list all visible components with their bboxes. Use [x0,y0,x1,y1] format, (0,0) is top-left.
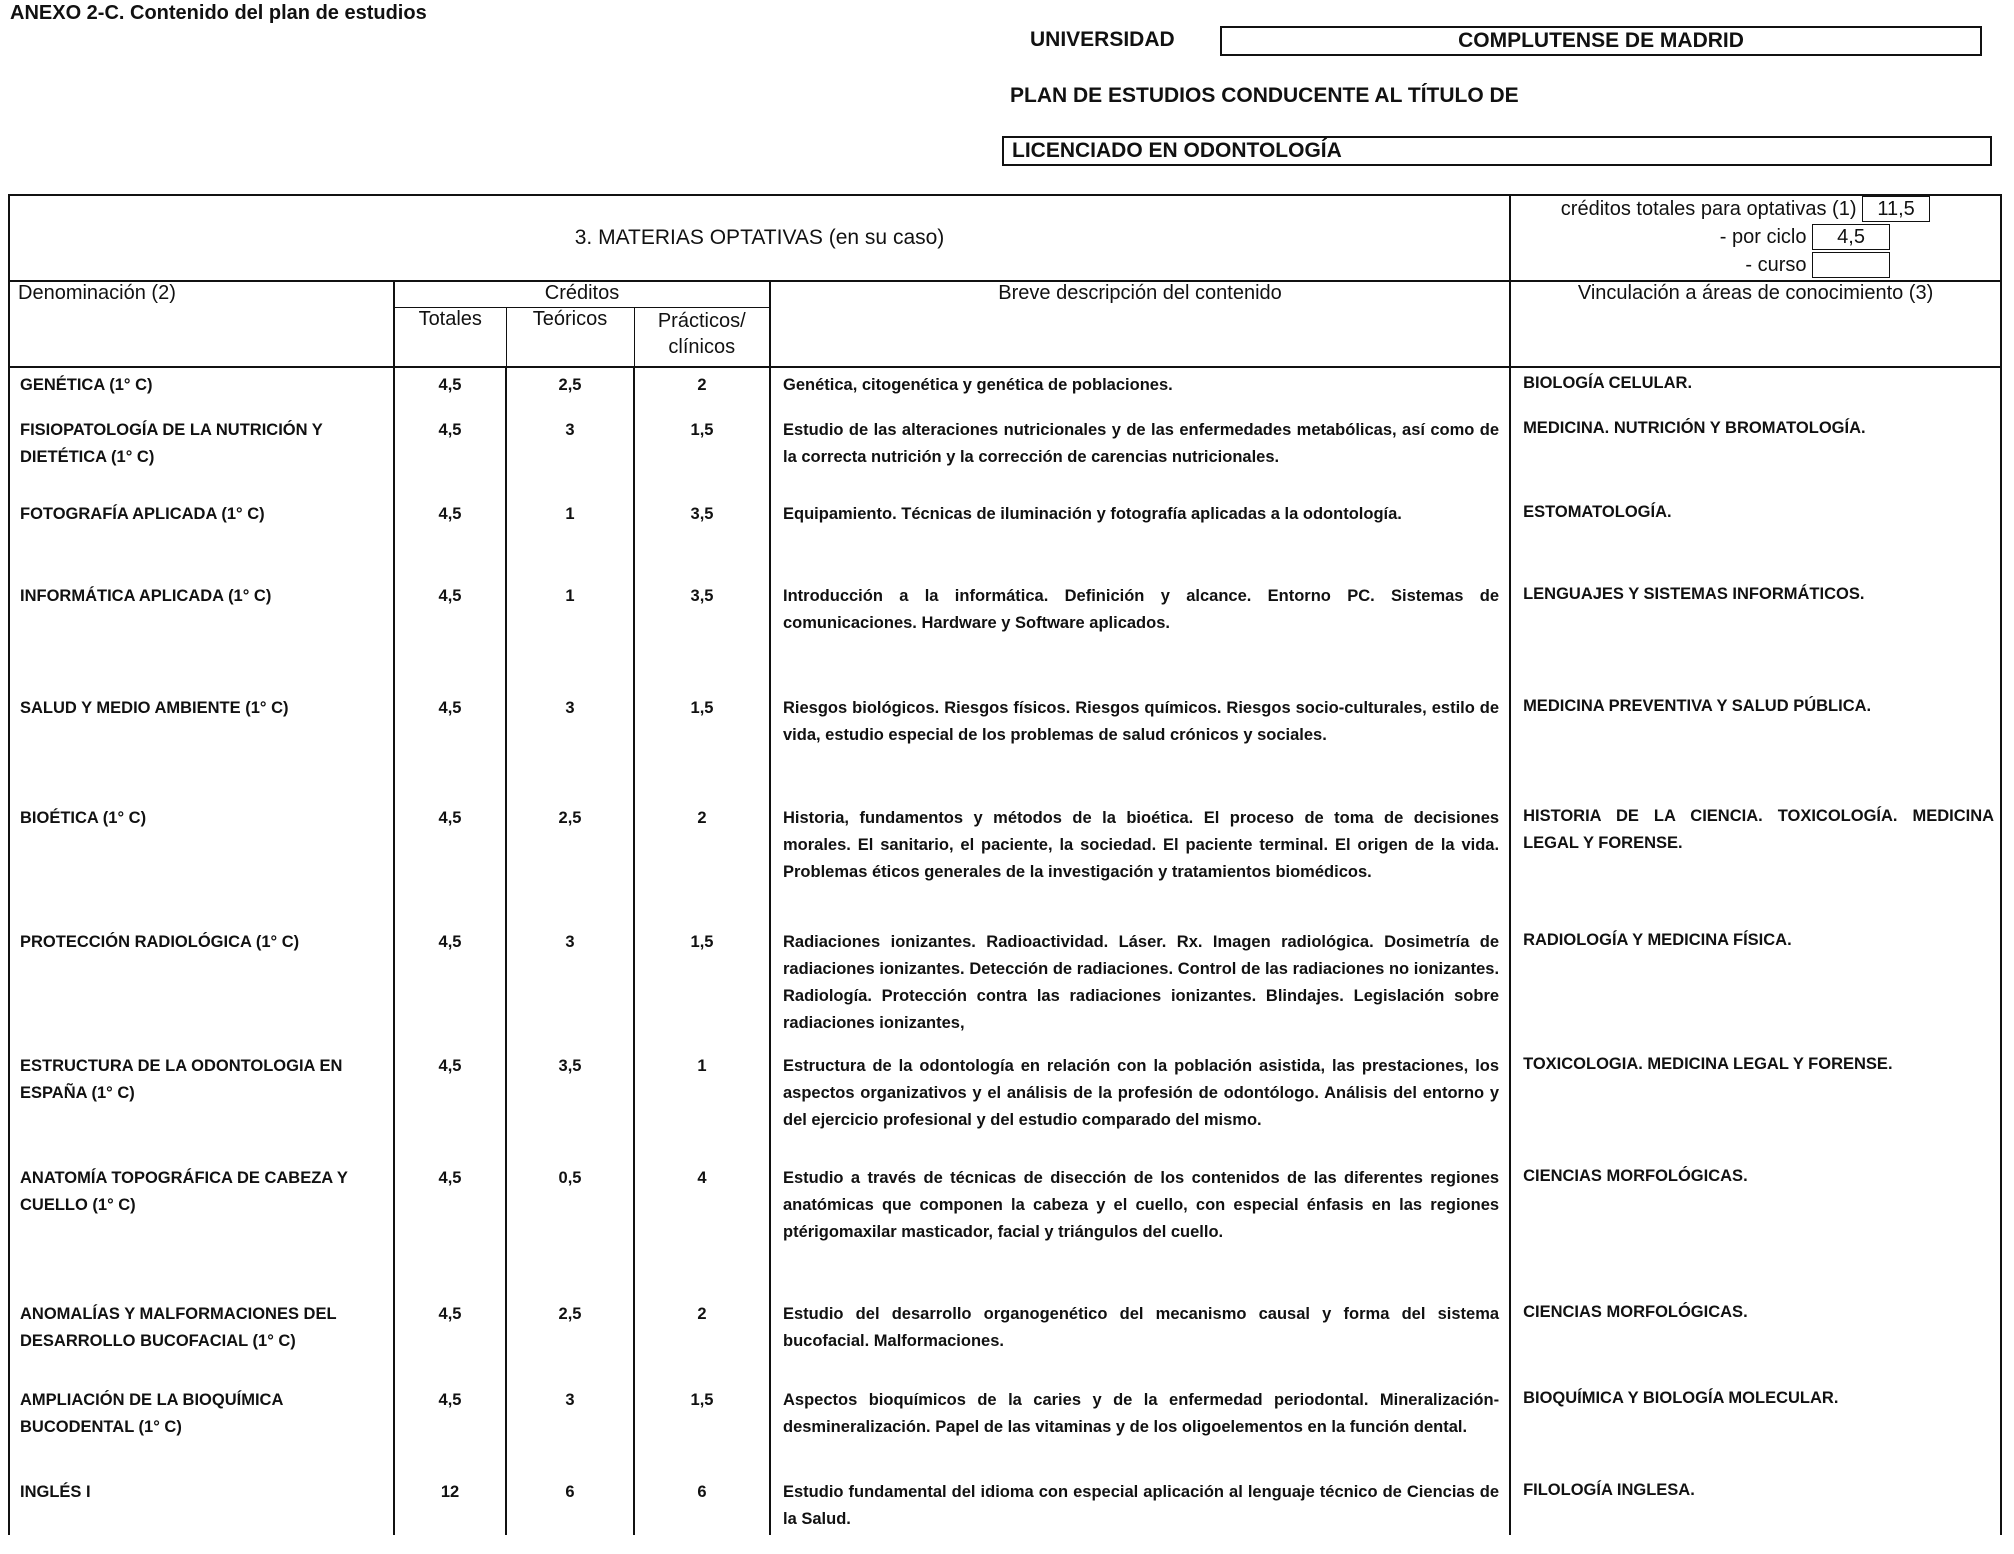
totales-cell: 4,5 [394,801,506,925]
practicos-cell: 6 [634,1475,770,1535]
teoricos-cell: 3 [506,925,634,1049]
descripcion-cell: Genética, citogenética y genética de poblaciones. [770,367,1510,413]
practicos-cell: 2 [634,367,770,413]
universidad-field: COMPLUTENSE DE MADRID [1220,26,1982,56]
denominacion-cell: INGLÉS I [9,1475,394,1535]
table-row [9,1049,2001,1161]
vinculacion-cell: FILOLOGÍA INGLESA. [1510,1475,2001,1535]
teoricos-cell: 2,5 [506,1297,634,1383]
practicos-cell: 2 [634,801,770,925]
teoricos-cell: 3 [506,413,634,497]
denominacion-cell: SALUD Y MEDIO AMBIENTE (1° C) [9,691,394,801]
optativas-table [8,194,2002,1535]
descripcion-cell: Radiaciones ionizantes. Radioactividad. Láser. Rx. Imagen radiológica. Dosimetría de radiaciones ionizantes. Detección de radiaciones. Control de las radiaciones no ionizantes. Radiología. Protección contra las radiaciones ionizantes. Blindajes. Legislación sobre radiaciones ionizantes, [770,925,1510,1049]
denominacion-cell: FOTOGRAFÍA APLICADA (1° C) [9,497,394,579]
col-totales: Totales [394,308,506,368]
practicos-cell: 1,5 [634,691,770,801]
totales-cell: 4,5 [394,367,506,413]
totales-cell: 4,5 [394,925,506,1049]
totales-cell: 4,5 [394,1297,506,1383]
descripcion-cell: Estructura de la odontología en relación con la población asistida, las prestaciones, los aspectos organizativos y el análisis de la profesión de odontólogo. Análisis del entorno y del ejercicio profesional y del estudio comparado del mismo. [770,1049,1510,1161]
table-row [9,579,2001,691]
descripcion-cell: Riesgos biológicos. Riesgos físicos. Riesgos químicos. Riesgos socio-culturales, estilo de vida, estudio especial de los problemas de salud crónicos y sociales. [770,691,1510,801]
universidad-label: UNIVERSIDAD [1030,28,1175,51]
totales-cell: 4,5 [394,691,506,801]
col-vinculacion: Vinculación a áreas de conocimiento (3) [1510,281,2001,367]
totales-cell: 4,5 [394,413,506,497]
totales-cell: 12 [394,1475,506,1535]
descripcion-cell: Historia, fundamentos y métodos de la bioética. El proceso de toma de decisiones morales. El sanitario, el paciente, la sociedad. El paciente terminal. El origen de la vida. Problemas éticos generales de la investigación y tratamientos biomédicos. [770,801,1510,925]
col-creditos: Créditos [394,281,770,308]
denominacion-cell: ESTRUCTURA DE LA ODONTOLOGIA EN ESPAÑA (1° C) [9,1049,394,1161]
descripcion-cell: Estudio fundamental del idioma con especial aplicación al lenguaje técnico de Ciencias de la Salud. [770,1475,1510,1535]
denominacion-cell: FISIOPATOLOGÍA DE LA NUTRICIÓN Y DIETÉTICA (1° C) [9,413,394,497]
table-row [9,1161,2001,1297]
practicos-cell: 3,5 [634,579,770,691]
table-row [9,1475,2001,1535]
vinculacion-cell: ESTOMATOLOGÍA. [1510,497,2001,579]
col-denominacion: Denominación (2) [9,281,394,367]
vinculacion-cell: TOXICOLOGIA. MEDICINA LEGAL Y FORENSE. [1510,1049,2001,1161]
descripcion-cell: Equipamiento. Técnicas de iluminación y fotografía aplicadas a la odontología. [770,497,1510,579]
totales-cell: 4,5 [394,1383,506,1475]
vinculacion-cell: RADIOLOGÍA Y MEDICINA FÍSICA. [1510,925,2001,1049]
por-ciclo-label: - por ciclo [1719,226,1807,248]
totales-cell: 4,5 [394,1049,506,1161]
vinculacion-cell: MEDICINA. NUTRICIÓN Y BROMATOLOGÍA. [1510,413,2001,497]
vinculacion-cell: CIENCIAS MORFOLÓGICAS. [1510,1297,2001,1383]
denominacion-cell: GENÉTICA (1° C) [9,367,394,413]
teoricos-cell: 6 [506,1475,634,1535]
vinculacion-cell: BIOLOGÍA CELULAR. [1510,367,2001,413]
teoricos-cell: 3 [506,1383,634,1475]
practicos-cell: 3,5 [634,497,770,579]
descripcion-cell: Aspectos bioquímicos de la caries y de la enfermedad periodontal. Mineralización-desmineralización. Papel de las vitaminas y de los oligoelementos en la función dental. [770,1383,1510,1475]
totales-cell: 4,5 [394,497,506,579]
vinculacion-cell: BIOQUÍMICA Y BIOLOGÍA MOLECULAR. [1510,1383,2001,1475]
descripcion-cell: Estudio a través de técnicas de disección de los contenidos de las diferentes regiones anatómicas que componen la cabeza y el cuello, con especial énfasis en las regiones ptérigomaxilar masticador, facial y triángulos del cuello. [770,1161,1510,1297]
practicos-cell: 1,5 [634,413,770,497]
vinculacion-cell: CIENCIAS MORFOLÓGICAS. [1510,1161,2001,1297]
denominacion-cell: AMPLIACIÓN DE LA BIOQUÍMICA BUCODENTAL (1° C) [9,1383,394,1475]
table-row [9,1297,2001,1383]
practicos-cell: 1,5 [634,925,770,1049]
teoricos-cell: 3,5 [506,1049,634,1161]
teoricos-cell: 2,5 [506,801,634,925]
table-row [9,367,2001,413]
practicos-cell: 1,5 [634,1383,770,1475]
practicos-cell: 2 [634,1297,770,1383]
table-row [9,413,2001,497]
creditos-totales-label: créditos totales para optativas (1) [1560,198,1857,220]
table-row [9,1383,2001,1475]
denominacion-cell: BIOÉTICA (1° C) [9,801,394,925]
descripcion-cell: Estudio de las alteraciones nutricionales y de las enfermedades metabólicas, así como de la correcta nutrición y la corrección de carencias nutricionales. [770,413,1510,497]
vinculacion-cell: HISTORIA DE LA CIENCIA. TOXICOLOGÍA. MEDICINA LEGAL Y FORENSE. [1510,801,2001,925]
teoricos-cell: 3 [506,691,634,801]
totales-cell: 4,5 [394,579,506,691]
section-title: 3. MATERIAS OPTATIVAS (en su caso) [9,195,1510,281]
col-descripcion: Breve descripción del contenido [770,281,1510,367]
teoricos-cell: 0,5 [506,1161,634,1297]
por-ciclo-value: 4,5 [1812,224,1890,250]
denominacion-cell: PROTECCIÓN RADIOLÓGICA (1° C) [9,925,394,1049]
practicos-cell: 4 [634,1161,770,1297]
plan-label: PLAN DE ESTUDIOS CONDUCENTE AL TÍTULO DE [1010,84,1519,107]
totales-cell: 4,5 [394,1161,506,1297]
annex-title: ANEXO 2-C. Contenido del plan de estudios [10,2,427,24]
col-practicos [634,308,770,368]
table-row [9,801,2001,925]
denominacion-cell: ANATOMÍA TOPOGRÁFICA DE CABEZA Y CUELLO (1° C) [9,1161,394,1297]
teoricos-cell: 1 [506,579,634,691]
denominacion-cell: INFORMÁTICA APLICADA (1° C) [9,579,394,691]
table-row [9,691,2001,801]
curso-label: - curso [1745,254,1807,276]
descripcion-cell: Estudio del desarrollo organogenético del mecanismo causal y forma del sistema bucofacial. Malformaciones. [770,1297,1510,1383]
creditos-optativas-box [1510,195,2001,281]
vinculacion-cell: MEDICINA PREVENTIVA Y SALUD PÚBLICA. [1510,691,2001,801]
curso-value [1812,252,1890,278]
table-row [9,925,2001,1049]
teoricos-cell: 1 [506,497,634,579]
table-row [9,497,2001,579]
col-practicos-line1: Prácticos/ [657,310,746,332]
col-practicos-line2: clínicos [668,336,736,358]
creditos-totales-value: 11,5 [1862,196,1930,222]
titulo-field: LICENCIADO EN ODONTOLOGÍA [1002,136,1992,166]
descripcion-cell: Introducción a la informática. Definición y alcance. Entorno PC. Sistemas de comunicaciones. Hardware y Software aplicados. [770,579,1510,691]
col-teoricos: Teóricos [506,308,634,368]
denominacion-cell: ANOMALÍAS Y MALFORMACIONES DEL DESARROLLO BUCOFACIAL (1° C) [9,1297,394,1383]
teoricos-cell: 2,5 [506,367,634,413]
practicos-cell: 1 [634,1049,770,1161]
vinculacion-cell: LENGUAJES Y SISTEMAS INFORMÁTICOS. [1510,579,2001,691]
